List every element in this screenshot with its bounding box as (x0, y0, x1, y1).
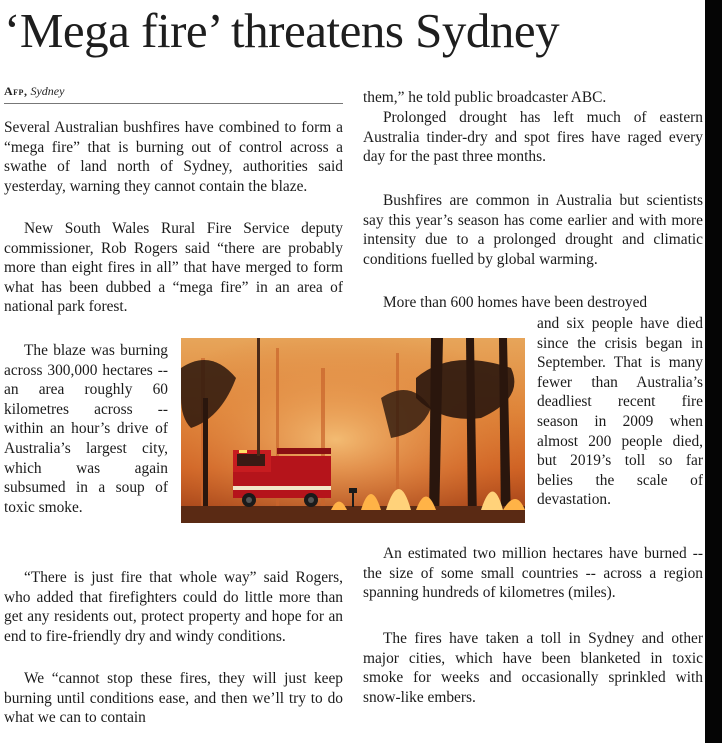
byline-dateline: Sydney (30, 84, 65, 98)
paragraph-9: An estimated two million hectares have burned -- the size of some small countries -- across a region spanning hundreds of kilometres (miles). (363, 545, 703, 602)
paragraph-1: Several Australian bushfires have combined to form a “mega fire” that is burning out of control across a swathe of land north of Sydney, authorities said yesterday, warning they cannot contain the blaze. (4, 119, 343, 195)
paragraph-2: New South Wales Rural Fire Service deputy commissioner, Rob Rogers said “there are probably more than eight fires in all” that have merged to form what has been dubbed a “mega fire” in an area of national park forest. (4, 220, 343, 316)
paragraph-8: and six people have died since the crisis began in September. That is many fewer than Australia’s deadliest recent fire season in 2009 when almost 200 people died, but 2019’s toll so far belies the scale of devastation. (537, 315, 703, 509)
paragraph-3: The blaze was burning across 300,000 hectares -- an area roughly 60 kilometres across -- within an hour’s drive of Australia’s largest city, which was again subsumed in a soup of toxic smoke. (4, 342, 168, 516)
byline-rule (4, 103, 343, 104)
paragraph-4: “There is just fire that whole way” said Rogers, who added that firefighters could do little more than get any residents out, protect property and hope for an end to fire-friendly dry and windy conditions. (4, 569, 343, 645)
paragraph-7: Bushfires are common in Australia but scientists say this year’s season has come earlier and with more intensity due to a prolonged drought and climatic conditions fuelled by global warming. (363, 192, 703, 268)
byline-agency: Afp, (4, 84, 28, 98)
headline: ‘Mega fire’ threatens Sydney (4, 3, 560, 58)
bushfire-photo (181, 338, 525, 523)
paragraph-8-lead: More than 600 homes have been destroyed (383, 294, 648, 311)
page-edge-shadow (705, 0, 722, 743)
paragraph-5-continued: them,” he told public broadcaster ABC. (363, 89, 607, 106)
byline (4, 84, 64, 99)
paragraph-6: Prolonged drought has left much of eastern Australia tinder-dry and spot fires have raged every day for the past three months. (363, 109, 703, 166)
paragraph-10: The fires have taken a toll in Sydney and other major cities, which have been blanketed in toxic smoke for weeks and occasionally sprinkled with snow-like embers. (363, 630, 703, 706)
paragraph-5: We “cannot stop these fires, they will just keep burning until conditions ease, and then we’ll try to do what we can to contain (4, 670, 343, 727)
